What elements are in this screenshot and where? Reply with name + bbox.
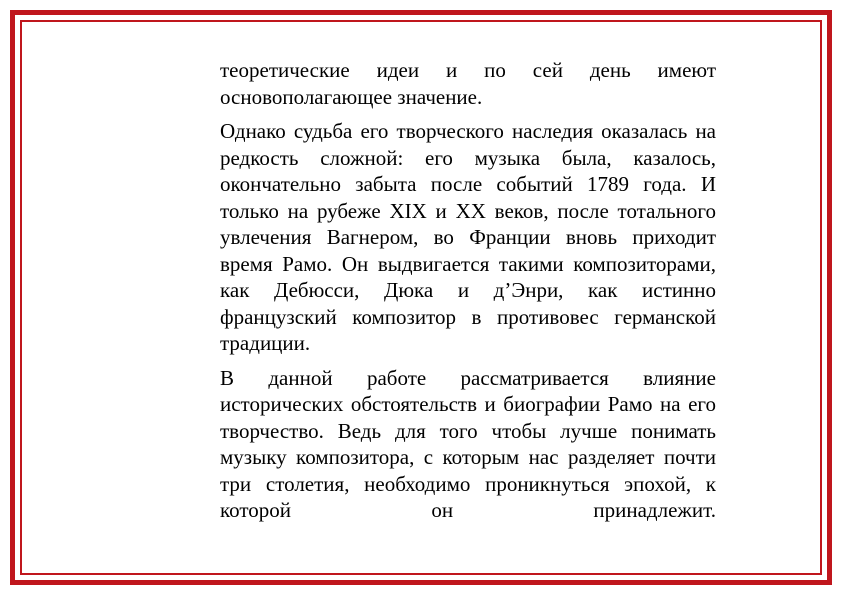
paragraph-legacy: Однако судьба его творческого наследия оказалась на редкость сложной: его музыка была, казалось, окончательно забыта после событий 1789 года. И только на рубеже XIX и XX веков, после тотального увлечения Вагнером, во Франции вновь приходит время Рамо. Он выдвигается такими композиторами, как Дебюсси, Дюка и д’Энри, как истинно французский композитор в противовес германской традиции.: [220, 119, 716, 355]
body-text: [220, 57, 716, 524]
paragraph-purpose: В данной работе рассматривается влияние исторических обстоятельств и биографии Рамо на его творчество. Ведь для того чтобы лучше понимать музыку композитора, с которым нас разделяет почти три столетия, необходимо проникнуться эпохой, к которой он принадлежит.: [220, 365, 716, 522]
paragraph-continuation: теоретические идеи и по сей день имеют основополагающее значение.: [220, 58, 716, 109]
